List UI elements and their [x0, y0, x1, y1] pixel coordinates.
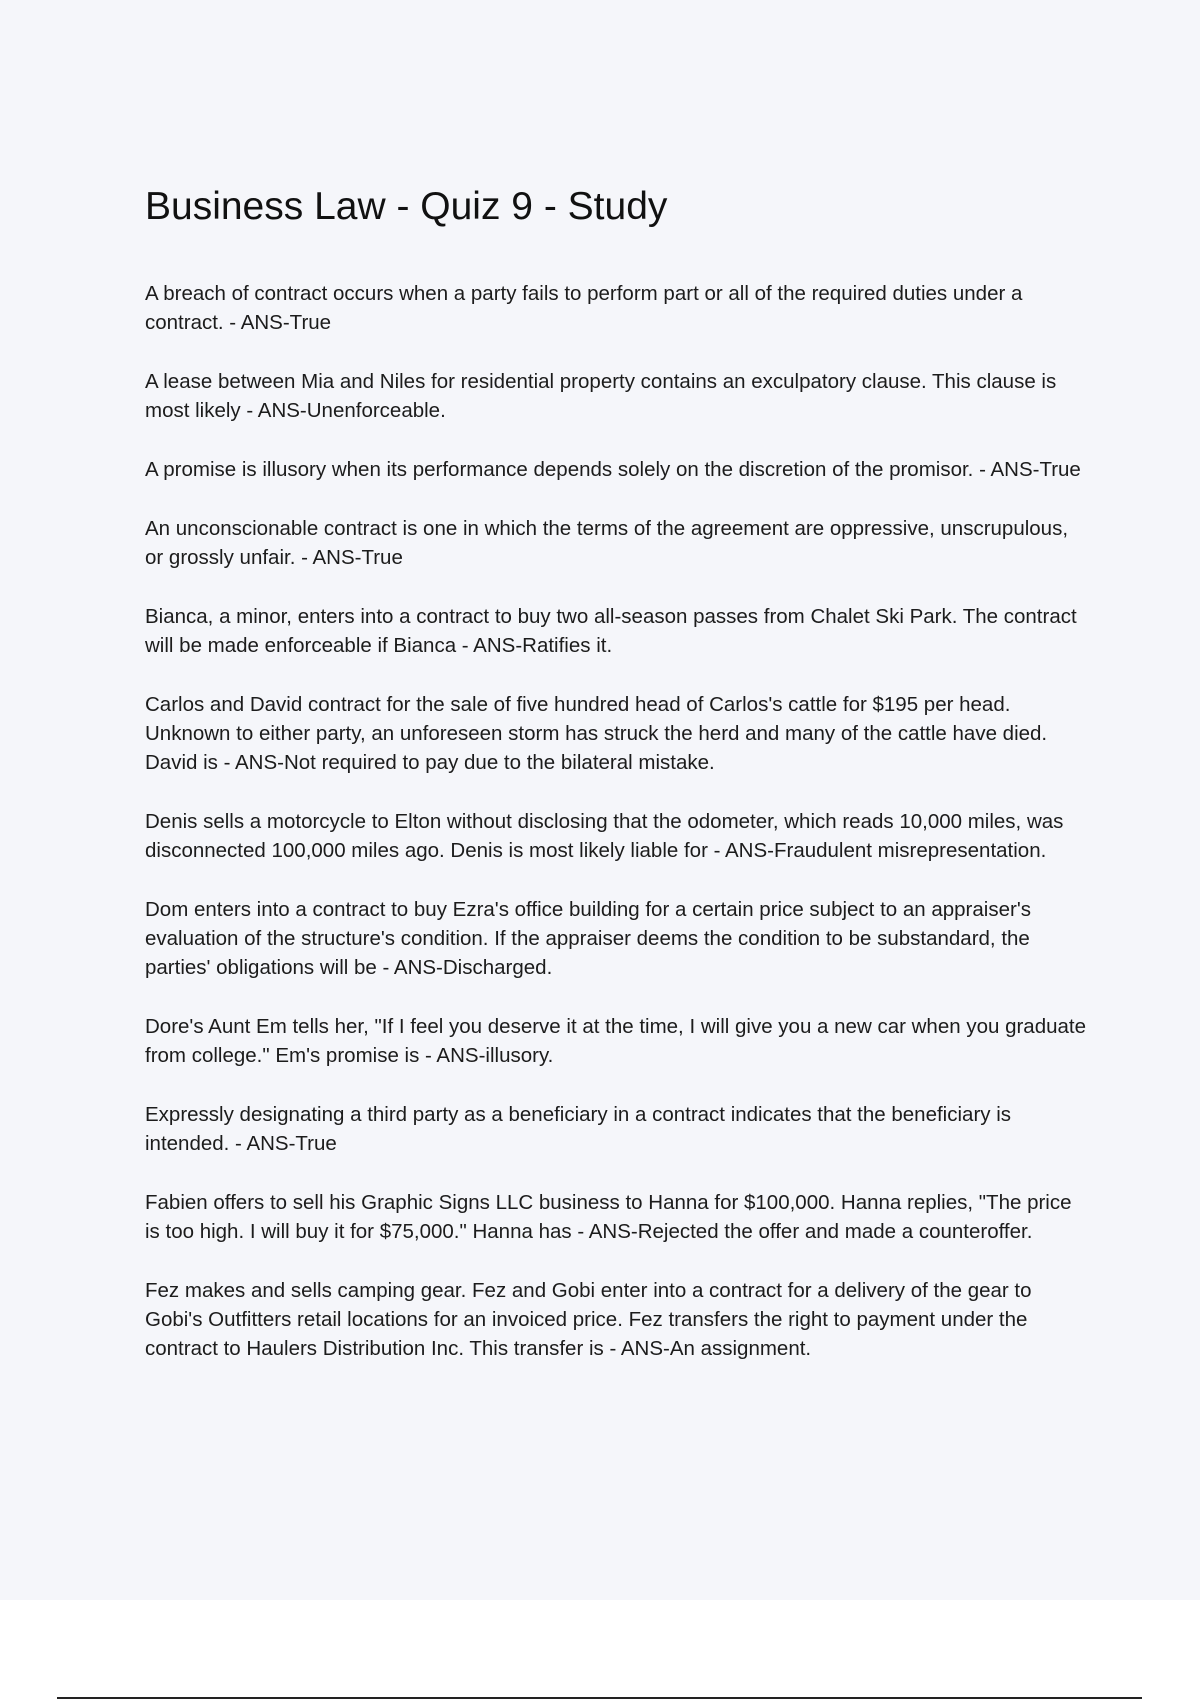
question-answer-item: Dom enters into a contract to buy Ezra's office building for a certain price subject to an appraiser's evaluation of the structure's condition. If the appraiser deems the condition to be substandard, the parties' obligations will be - ANS-Discharged. [145, 898, 1031, 979]
question-answer-item: Fabien offers to sell his Graphic Signs LLC business to Hanna for $100,000. Hanna replies, "The price is too high. I will buy it for $75,000." Hanna has - ANS-Rejected the offer and made a counteroffer. [145, 1191, 1072, 1243]
page-title: Business Law - Quiz 9 - Study [145, 185, 668, 228]
question-answer-item: Carlos and David contract for the sale of five hundred head of Carlos's cattle for $195 per head. Unknown to either party, an unforeseen storm has struck the herd and many of the cattle have died. David is - ANS-Not required to pay due to the bilateral mistake. [145, 693, 1048, 774]
question-answer-list [145, 279, 1090, 1363]
document-content [145, 182, 1090, 1393]
question-answer-item: A promise is illusory when its performance depends solely on the discretion of the promisor. - ANS-True [145, 458, 1081, 481]
question-answer-item: Bianca, a minor, enters into a contract to buy two all-season passes from Chalet Ski Park. The contract will be made enforceable if Bianca - ANS-Ratifies it. [145, 605, 1077, 657]
footer-divider [57, 1697, 1142, 1699]
question-answer-item: An unconscionable contract is one in which the terms of the agreement are oppressive, unscrupulous, or grossly unfair. - ANS-True [145, 517, 1069, 569]
question-answer-item: A lease between Mia and Niles for residential property contains an exculpatory clause. This clause is most likely - ANS-Unenforceable. [145, 370, 1057, 422]
question-answer-item: A breach of contract occurs when a party fails to perform part or all of the required duties under a contract. - ANS-True [145, 282, 1023, 334]
question-answer-item: Dore's Aunt Em tells her, "If I feel you deserve it at the time, I will give you a new car when you graduate from college." Em's promise is - ANS-illusory. [145, 1015, 1086, 1067]
question-answer-item: Fez makes and sells camping gear. Fez and Gobi enter into a contract for a delivery of the gear to Gobi's Outfitters retail locations for an invoiced price. Fez transfers the right to payment under the contract to Haulers Distribution Inc. This transfer is - ANS-An assignment. [145, 1279, 1032, 1360]
question-answer-item: Expressly designating a third party as a beneficiary in a contract indicates that the beneficiary is intended. - ANS-True [145, 1103, 1012, 1155]
question-answer-item: Denis sells a motorcycle to Elton without disclosing that the odometer, which reads 10,000 miles, was disconnected 100,000 miles ago. Denis is most likely liable for - ANS-Fraudulent misrepresentation. [145, 810, 1064, 862]
